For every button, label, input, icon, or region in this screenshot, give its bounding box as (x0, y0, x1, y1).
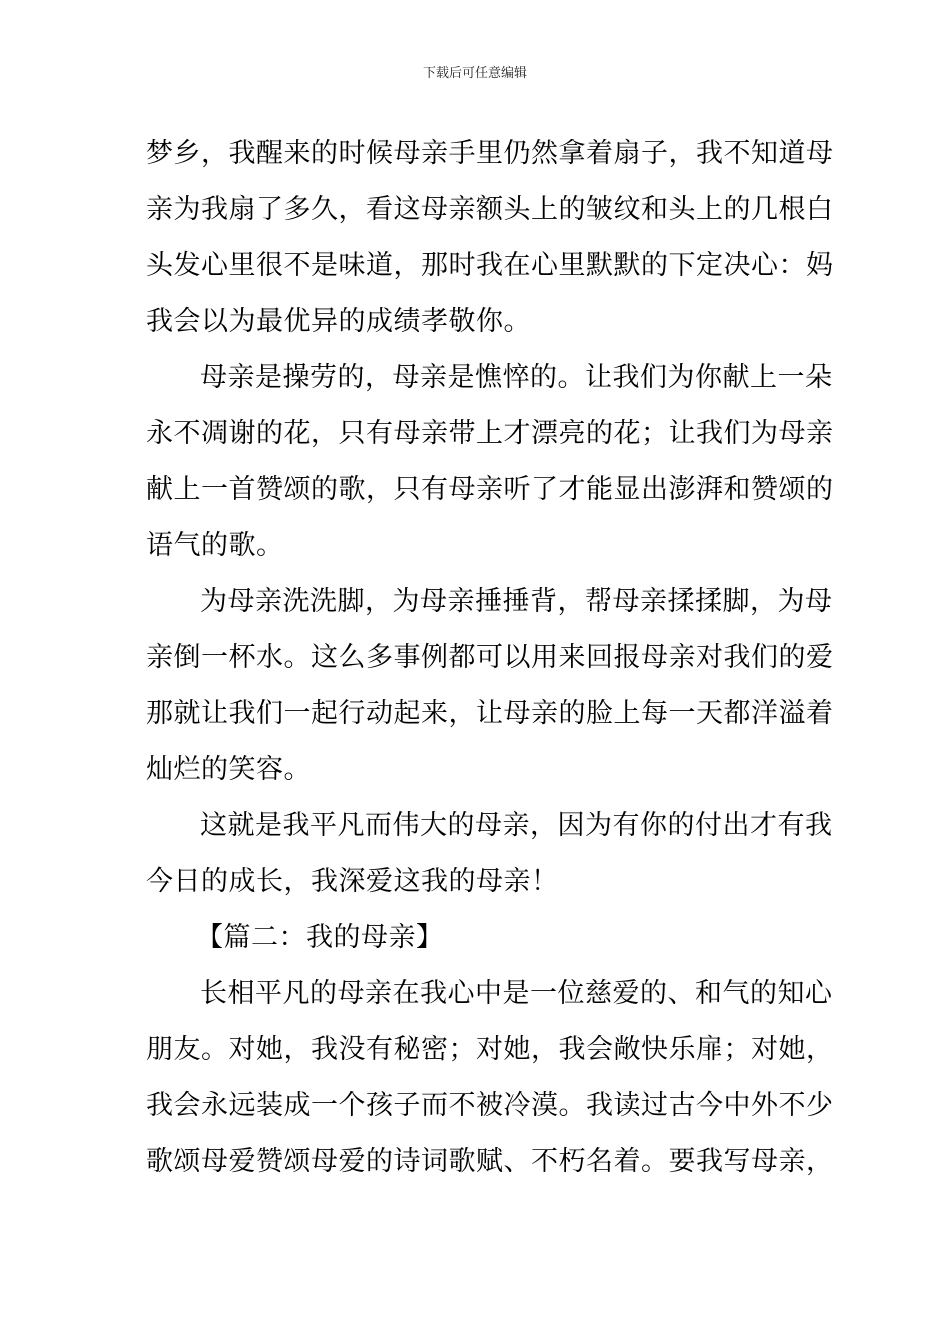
text-line: 为母亲洗洗脚，为母亲捶捶背，帮母亲揉揉脚，为母 (200, 586, 833, 617)
text-line: 永不凋谢的花，只有母亲带上才漂亮的花；让我们为母亲 (146, 418, 834, 449)
text-line: 梦乡，我醒来的时候母亲手里仍然拿着扇子，我不知道母 (146, 138, 834, 169)
text-line: 头发心里很不是味道，那时我在心里默默的下定决心：妈 (146, 250, 834, 281)
text-line: 这就是我平凡而伟大的母亲，因为有你的付出才有我 (200, 810, 833, 841)
text-line: 灿烂的笑容。 (146, 754, 311, 785)
text-line: 我会以为最优异的成绩孝敬你。 (146, 306, 531, 337)
text-line: 我会永远装成一个孩子而不被冷漠。我读过古今中外不少 (146, 1090, 834, 1121)
text-line: 语气的歌。 (146, 530, 284, 561)
text-line: 献上一首赞颂的歌，只有母亲听了才能显出澎湃和赞颂的 (146, 474, 834, 505)
document-body (146, 126, 834, 1190)
section-heading: 【篇二：我的母亲】 (196, 922, 444, 953)
text-line: 今日的成长，我深爱这我的母亲！ (146, 866, 559, 897)
text-line: 朋友。对她，我没有秘密；对她，我会敞快乐扉；对她， (146, 1034, 834, 1065)
text-line: 那就让我们一起行动起来，让母亲的脸上每一天都洋溢着 (146, 698, 834, 729)
text-line: 歌颂母爱赞颂母爱的诗词歌赋、不朽名着。要我写母亲， (146, 1146, 834, 1177)
text-line: 亲倒一杯水。这么多事例都可以用来回报母亲对我们的爱 (146, 642, 834, 673)
text-line: 母亲是操劳的，母亲是憔悴的。让我们为你献上一朵 (200, 362, 833, 393)
text-line: 亲为我扇了多久，看这母亲额头上的皱纹和头上的几根白 (146, 194, 834, 225)
page-header-note: 下载后可任意编辑 (422, 66, 527, 81)
text-line: 长相平凡的母亲在我心中是一位慈爱的、和气的知心 (200, 978, 833, 1009)
